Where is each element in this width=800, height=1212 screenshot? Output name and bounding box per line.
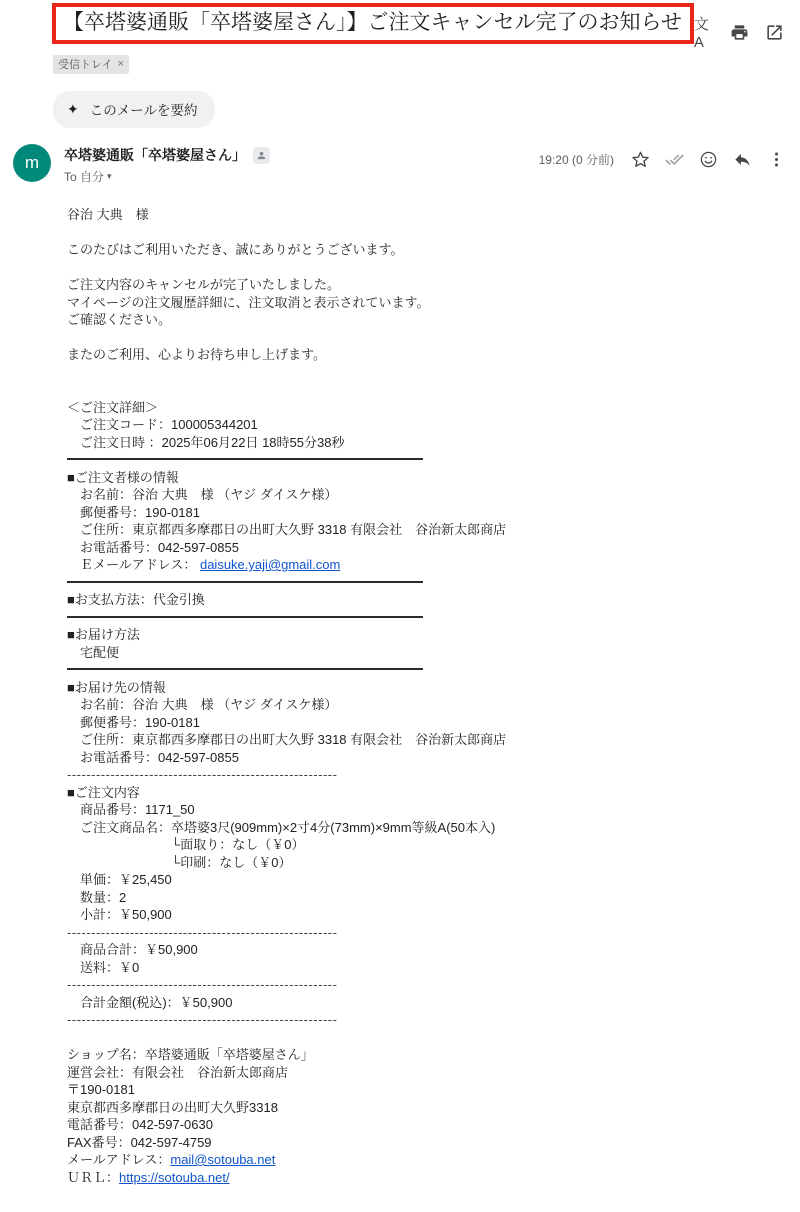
body-line: ご注文内容のキャンセルが完了いたしました。 bbox=[67, 277, 341, 292]
dashed-divider: -------------------------------------------------------- bbox=[67, 924, 338, 940]
section-divider bbox=[67, 458, 423, 460]
body-line: お電話番号：042-597-0855 bbox=[67, 539, 239, 555]
inbox-label-text: 受信トレイ bbox=[58, 59, 113, 71]
body-line: 運営会社：有限会社 谷治新太郎商店 bbox=[67, 1064, 289, 1080]
body-line: ■お届け先の情報 bbox=[67, 679, 166, 695]
timestamp: 19:20 (0 分前) bbox=[538, 153, 614, 167]
message-header bbox=[0, 128, 800, 185]
body-line: お電話番号：042-597-0855 bbox=[67, 749, 239, 765]
translate-icon[interactable]: 文A bbox=[693, 16, 708, 51]
dashed-divider: -------------------------------------------------------- bbox=[67, 977, 338, 992]
body-line: 単価：￥25,450 bbox=[67, 872, 172, 887]
body-line: 商品合計：￥50,900 bbox=[67, 942, 198, 957]
body-line: 宅配便 bbox=[67, 644, 120, 660]
body-line: 郵便番号：190-0181 bbox=[67, 714, 200, 730]
sender-badge-icon bbox=[253, 147, 270, 164]
body-line: またのご利用、心よりお待ち申し上げます。 bbox=[67, 347, 326, 362]
body-line: ■ご注文内容 bbox=[67, 784, 140, 800]
section-divider bbox=[67, 616, 423, 618]
summarize-row bbox=[0, 74, 800, 128]
double-check-icon bbox=[665, 150, 684, 169]
body-line-label: Ｅメールアドレス： bbox=[67, 557, 200, 572]
more-options-icon[interactable] bbox=[767, 150, 786, 169]
sender-avatar[interactable]: m bbox=[13, 144, 51, 182]
blank-line bbox=[67, 381, 780, 399]
body-line-label: メールアドレス： bbox=[67, 1152, 171, 1167]
email-body bbox=[0, 185, 800, 1212]
gemini-sparkle-icon: ✦ bbox=[67, 100, 79, 117]
email-subject: 【卒塔婆通販「卒塔婆屋さん」】ご注文キャンセル完了のお知らせ bbox=[63, 11, 682, 34]
body-line: FAX番号：042-597-4759 bbox=[67, 1134, 212, 1150]
open-in-new-icon[interactable] bbox=[765, 23, 784, 42]
body-line: ご確認ください。 bbox=[67, 312, 172, 327]
body-line: 数量：2 bbox=[67, 889, 127, 905]
body-line: ご注文コード：100005344201 bbox=[67, 417, 258, 432]
print-icon[interactable] bbox=[730, 23, 749, 42]
body-line: ご注文商品名：卒塔婆3尺(909mm)×2寸4分(73mm)×9mm等級A(50本入) bbox=[67, 819, 496, 835]
message-toolbar bbox=[694, 13, 784, 51]
body-line: 小計：￥50,900 bbox=[67, 907, 172, 922]
body-line: ご住所：東京都西多摩郡日の出町大久野 3318 有限会社 谷治新太郎商店 bbox=[67, 522, 507, 537]
body-line: 商品番号：1171_50 bbox=[67, 802, 195, 817]
body-line: ■お届け方法 bbox=[67, 627, 140, 642]
body-line bbox=[67, 1169, 780, 1187]
body-link[interactable]: daisuke.yaji@gmail.com bbox=[199, 557, 341, 572]
emoji-reaction-icon[interactable] bbox=[699, 150, 718, 169]
body-line: 〒190-0181 bbox=[67, 1082, 135, 1097]
body-link[interactable]: https://sotouba.net/ bbox=[119, 1169, 230, 1185]
section-divider bbox=[67, 668, 423, 670]
blank-line bbox=[67, 224, 780, 242]
section-divider bbox=[67, 581, 423, 583]
body-line: お名前：谷治 大典 様 （ヤジ ダイスケ様） bbox=[67, 487, 338, 502]
body-line: 送料：￥0 bbox=[67, 959, 140, 975]
body-link[interactable]: mail@sotouba.net bbox=[170, 1152, 276, 1167]
body-line: ショップ名：卒塔婆通販「卒塔婆屋さん」 bbox=[67, 1047, 314, 1062]
body-line: このたびはご利用いただき、誠にありがとうございます。 bbox=[67, 242, 404, 257]
label-row bbox=[0, 51, 800, 74]
body-line: 電話番号：042-597-0630 bbox=[67, 1117, 213, 1132]
body-line bbox=[67, 1151, 780, 1169]
star-icon[interactable] bbox=[631, 150, 650, 169]
body-line: └面取り：なし（￥0） bbox=[67, 837, 305, 852]
body-line: 東京都西多摩郡日の出町大久野3318 bbox=[67, 1099, 278, 1115]
sender-block bbox=[64, 144, 270, 185]
reply-icon[interactable] bbox=[733, 150, 752, 169]
subject-annotation-box bbox=[52, 3, 694, 44]
body-line bbox=[67, 556, 780, 574]
chevron-down-icon: ▾ bbox=[107, 171, 112, 181]
summarize-email-button[interactable] bbox=[53, 91, 215, 128]
body-line: 合計金額(税込)：￥50,900 bbox=[67, 994, 233, 1010]
body-line: マイページの注文履歴詳細に、注文取消と表示されています。 bbox=[67, 294, 430, 310]
recipient-row[interactable] bbox=[64, 168, 270, 185]
inbox-label-chip[interactable] bbox=[53, 55, 129, 74]
dashed-divider: -------------------------------------------------------- bbox=[67, 767, 338, 782]
body-line: ■お支払方法：代金引換 bbox=[67, 592, 205, 607]
body-line: ＜ご注文詳細＞ bbox=[67, 399, 159, 415]
subject-row bbox=[0, 0, 800, 51]
to-label: To 自分 bbox=[64, 170, 105, 184]
sender-name: 卒塔婆通販「卒塔婆屋さん」 bbox=[64, 147, 246, 163]
message-actions bbox=[539, 144, 786, 169]
blank-line bbox=[67, 329, 780, 347]
body-line: お名前：谷治 大典 様 （ヤジ ダイスケ様） bbox=[67, 697, 338, 712]
body-line: 谷治 大典 様 bbox=[67, 207, 149, 222]
blank-line bbox=[67, 1029, 780, 1047]
body-line-label: ＵＲＬ： bbox=[67, 1169, 120, 1185]
dashed-divider: -------------------------------------------------------- bbox=[67, 1012, 338, 1027]
body-line: ご注文日時 ：2025年06月22日 18時55分38秒 bbox=[67, 434, 345, 450]
body-line: ご住所：東京都西多摩郡日の出町大久野 3318 有限会社 谷治新太郎商店 bbox=[67, 732, 507, 747]
blank-line bbox=[67, 364, 780, 382]
body-line: ■ご注文者様の情報 bbox=[67, 469, 179, 485]
body-line: └印刷：なし（￥0） bbox=[67, 854, 292, 870]
summarize-label: このメールを要約 bbox=[89, 103, 198, 118]
remove-label-icon[interactable]: × bbox=[117, 58, 124, 70]
body-line: 郵便番号：190-0181 bbox=[67, 504, 200, 520]
blank-line bbox=[67, 259, 780, 277]
